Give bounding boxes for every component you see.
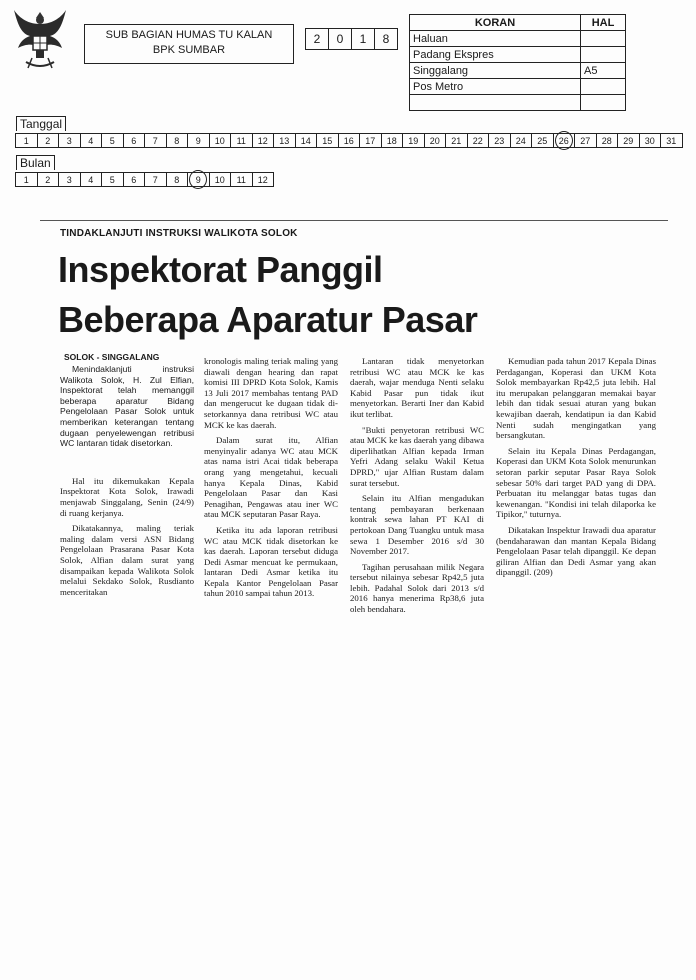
article-column-1 bbox=[60, 364, 194, 602]
headline-line-1: Inspektorat Panggil bbox=[58, 249, 383, 290]
day-box-6: 6 bbox=[123, 133, 146, 148]
headline-line-2: Beberapa Aparatur Pasar bbox=[58, 299, 478, 340]
article-column-2 bbox=[204, 356, 338, 604]
article-kicker: TINDAKLANJUTI INSTRUKSI WALIKOTA SOLOK bbox=[60, 228, 298, 239]
day-box-26: 26 bbox=[553, 133, 576, 148]
day-box-11: 11 bbox=[230, 133, 253, 148]
newspaper-page bbox=[581, 79, 626, 95]
table-row bbox=[410, 63, 626, 79]
day-box-28: 28 bbox=[596, 133, 619, 148]
paragraph: Kemudian pada tahun 2017 Kepala Dinas Perdagangan, Koperasi dan UKM Kota Solok membayarkan Rp42,5 juta lebih. Hal itu merupakan pelanggaran memakai bayar lebih dan tidak sesuai aturan yang bukan kewajiban daerah, kendatipun ia dan Kabid Nenti sudah mengingatkan yang bersangkutan. bbox=[496, 356, 656, 441]
table-row bbox=[410, 79, 626, 95]
article-column-4 bbox=[496, 356, 656, 583]
divider bbox=[40, 220, 668, 221]
day-box-22: 22 bbox=[467, 133, 490, 148]
day-box-3: 3 bbox=[58, 133, 81, 148]
day-box-2: 2 bbox=[37, 133, 60, 148]
day-box-20: 20 bbox=[424, 133, 447, 148]
office-line-2: BPK SUMBAR bbox=[152, 44, 226, 56]
month-box-1: 1 bbox=[15, 172, 38, 187]
day-box-21: 21 bbox=[445, 133, 468, 148]
day-box-30: 30 bbox=[639, 133, 662, 148]
year-digit: 8 bbox=[374, 28, 398, 50]
newspaper-name: Haluan bbox=[410, 31, 581, 47]
newspaper-table bbox=[409, 14, 626, 111]
paragraph: Dikatakan Inspektur Irawadi dua aparatur (bendaharawan dan mantan Kepala Bidang Pengelolaan Pasar telah dipanggil. Ke depan giliran Alfian dan Dedi Asmar yang akan dipanggil. (209) bbox=[496, 524, 656, 578]
day-box-31: 31 bbox=[660, 133, 683, 148]
paragraph: Dalam surat itu, Alfian menyinyalir adanya WC atau MCK atas nama istri Acai tidak beberapa orang yang mengetahui, kecuali hanya Kepala Dinas, Kabid Pengelolaan Pasar dan Kasi Penagihan, Pengawas atau iner WC atau MCK seputaran Pasar Raya. bbox=[204, 435, 338, 520]
day-box-14: 14 bbox=[295, 133, 318, 148]
month-box-10: 10 bbox=[209, 172, 232, 187]
year-digit: 2 bbox=[305, 28, 329, 50]
paragraph: Hal itu dikemukakan Kepala Inspektorat Kota Solok, Irawadi menjawab Singgalang, Senin (24/9) di ruang kerjanya. bbox=[60, 475, 194, 518]
month-box-7: 7 bbox=[144, 172, 167, 187]
month-box-6: 6 bbox=[123, 172, 146, 187]
article-column-3 bbox=[350, 356, 484, 620]
paragraph: Dikatakannya, maling teriak maling dalam versi ASN Bidang Pengelolaan Prasarana Pasar Kota Solok, Alfian dalam surat yang disampaikan kepada Walikota Solok melalui Sekdako Solok, Rusdianto menceritakan bbox=[60, 523, 194, 597]
year-digit: 1 bbox=[351, 28, 375, 50]
month-box-5: 5 bbox=[101, 172, 124, 187]
month-box-9: 9 bbox=[187, 172, 210, 187]
day-box-29: 29 bbox=[617, 133, 640, 148]
garuda-emblem-icon bbox=[12, 6, 68, 76]
newspaper-name bbox=[410, 95, 581, 111]
office-line-1: SUB BAGIAN HUMAS TU KALAN bbox=[105, 29, 273, 41]
newspaper-page: A5 bbox=[581, 63, 626, 79]
office-label-box bbox=[84, 24, 294, 64]
day-box-1: 1 bbox=[15, 133, 38, 148]
day-box-23: 23 bbox=[488, 133, 511, 148]
koran-header: KORAN bbox=[410, 15, 581, 31]
day-boxes bbox=[16, 133, 683, 148]
day-box-10: 10 bbox=[209, 133, 232, 148]
day-box-7: 7 bbox=[144, 133, 167, 148]
month-box-12: 12 bbox=[252, 172, 275, 187]
day-box-8: 8 bbox=[166, 133, 189, 148]
day-box-25: 25 bbox=[531, 133, 554, 148]
month-box-3: 3 bbox=[58, 172, 81, 187]
day-box-9: 9 bbox=[187, 133, 210, 148]
bulan-section bbox=[16, 154, 274, 187]
day-box-17: 17 bbox=[359, 133, 382, 148]
day-box-24: 24 bbox=[510, 133, 533, 148]
bulan-label: Bulan bbox=[16, 155, 55, 170]
newspaper-name: Pos Metro bbox=[410, 79, 581, 95]
day-box-5: 5 bbox=[101, 133, 124, 148]
day-box-18: 18 bbox=[381, 133, 404, 148]
day-box-15: 15 bbox=[316, 133, 339, 148]
month-boxes bbox=[16, 172, 274, 187]
day-box-27: 27 bbox=[574, 133, 597, 148]
day-box-16: 16 bbox=[338, 133, 361, 148]
paragraph: "Bukti penyetoran retribusi WC atau MCK ke kas daerah yang dibawa diperlihatkan Alfian kepada Irman Yefri Adang selaku Wakil Ketua DPRD," ujar Alfian Rustam dalam surat tersebut. bbox=[350, 424, 484, 488]
table-row bbox=[410, 47, 626, 63]
paragraph: kronologis maling teriak maling yang diawali dengan hearing dan rapat komisi III DPRD Kota Solok, Kamis 13 Juli 2017 membahas tentang PAD dan mengerucut ke dugaan tidak di-setorkannya dana retribusi WC atau MCK ke kas daerah. bbox=[204, 356, 338, 430]
newspaper-name: Padang Ekspres bbox=[410, 47, 581, 63]
table-row bbox=[410, 31, 626, 47]
newspaper-page bbox=[581, 95, 626, 111]
newspaper-page bbox=[581, 47, 626, 63]
month-box-11: 11 bbox=[230, 172, 253, 187]
article-lead: Menindaklanjuti instruksi Walikota Solok, H. Zul Elfian, Inspektorat telah memanggil beberapa aparatur Bidang Pengelolaan Pasar Solok untuk memberikan keterangan tentang dugaan penyelewengan retribusi WC lantaran tidak disetorkan. bbox=[60, 364, 194, 449]
newspaper-page bbox=[581, 31, 626, 47]
month-box-2: 2 bbox=[37, 172, 60, 187]
paragraph: Selain itu Alfian mengadukan tentang pembayaran berkenaan kontrak sewa lahan PT KAI di pertokoan Dang Tuangku untuk masa sewa 1 Desember 2016 s/d 30 November 2017. bbox=[350, 493, 484, 557]
paragraph: Selain itu Kepala Dinas Perdagangan, Koperasi dan UKM Kota Solok menurunkan setoran parkir seputar Pasar Raya Solok sebesar 50% dari target PAD yang di DPA. Perbuatan itu melanggar batas tugas dan kewenangan. "Kondisi ini telah dilaporka ke Tipikor," tuturnya. bbox=[496, 445, 656, 520]
tanggal-label: Tanggal bbox=[16, 116, 66, 131]
year-digit: 0 bbox=[328, 28, 352, 50]
month-box-4: 4 bbox=[80, 172, 103, 187]
month-box-8: 8 bbox=[166, 172, 189, 187]
newspaper-name: Singgalang bbox=[410, 63, 581, 79]
year-boxes bbox=[306, 28, 398, 50]
paragraph: Tagihan perusahaan milik Negara tersebut nilainya sebesar Rp42,5 juta lebih. Padahal Solok dari 2013 s/d 2016 hanya menerima Rp38,6 juta oleh bendahara. bbox=[350, 561, 484, 615]
tanggal-section bbox=[16, 115, 683, 148]
paragraph: Lantaran tidak menyetorkan retribusi WC atau MCK ke kas daerah, wajar menduga Nenti selaku Kabid Pasar pun tidak ikut menyetorkan. Berarti Iner dan Kabid ikut terlibat. bbox=[350, 356, 484, 419]
paragraph: Ketika itu ada laporan retribusi WC atau MCK tidak disetorkan ke kas daerah. Laporan tersebut diduga Dedi Asmar mencuat ke permukaan, lantaran Dedi Asmar ketika itu Kepala Kantor Pengelolaan Pasar tahun 2010 sampai tahun 2013. bbox=[204, 524, 338, 599]
day-box-12: 12 bbox=[252, 133, 275, 148]
dateline: SOLOK - SINGGALANG bbox=[64, 352, 160, 362]
day-box-13: 13 bbox=[273, 133, 296, 148]
day-box-4: 4 bbox=[80, 133, 103, 148]
day-box-19: 19 bbox=[402, 133, 425, 148]
hal-header: HAL bbox=[581, 15, 626, 31]
table-row bbox=[410, 95, 626, 111]
